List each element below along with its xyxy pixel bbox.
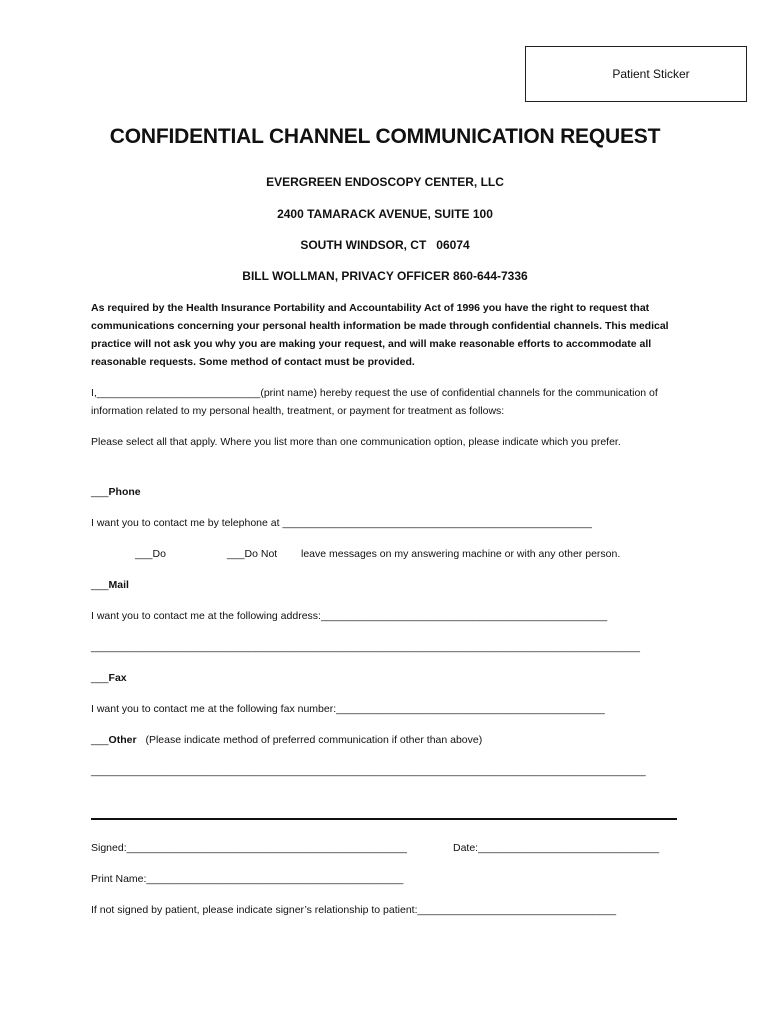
patient-sticker-label: Patient Sticker: [612, 67, 690, 81]
org-name: EVERGREEN ENDOSCOPY CENTER, LLC: [266, 175, 504, 189]
phone-do-not-option[interactable]: ___Do Not: [227, 548, 278, 560]
org-address-line2: SOUTH WINDSOR, CT 06074: [300, 238, 470, 252]
date-field[interactable]: Date:_______________________________: [453, 842, 660, 854]
other-note: (Please indicate method of preferred communication if other than above): [145, 734, 483, 746]
signed-field[interactable]: Signed:________________________________________________: [91, 842, 407, 854]
patient-sticker-box: [525, 46, 747, 102]
phone-label: Phone: [108, 486, 141, 498]
phone-do-option[interactable]: ___Do: [135, 548, 166, 560]
other-option[interactable]: [91, 731, 482, 749]
mail-address-field-line2[interactable]: ______________________________________________________________________________________________: [91, 641, 640, 653]
phone-number-field[interactable]: I want you to contact me by telephone at _____________________________________________________: [91, 517, 592, 529]
fax-checkbox-blank[interactable]: ___: [91, 672, 109, 684]
mail-address-field[interactable]: I want you to contact me at the following address:_________________________________________________: [91, 610, 608, 622]
fax-option[interactable]: [91, 669, 127, 687]
phone-option[interactable]: [91, 483, 141, 501]
phone-checkbox-blank[interactable]: ___: [91, 486, 109, 498]
intro-paragraph: As required by the Health Insurance Portability and Accountability Act of 1996 you have the right to request that communications concerning your personal health information be made through confidential channels. This medical practice will not ask you why you are making your request, and will make reasonable efforts to accommodate all reasonable requests. Some method of contact must be provided.: [91, 302, 669, 368]
print-name-field[interactable]: Print Name:____________________________________________: [91, 873, 404, 885]
org-address-line1: 2400 TAMARACK AVENUE, SUITE 100: [277, 207, 493, 221]
signer-relationship-field[interactable]: If not signed by patient, please indicate signer’s relationship to patient:__________________________________: [91, 904, 617, 916]
other-label: Other: [108, 734, 137, 746]
other-checkbox-blank[interactable]: ___: [91, 734, 109, 746]
phone-messages-text: leave messages on my answering machine or with any other person.: [301, 548, 621, 560]
mail-checkbox-blank[interactable]: ___: [91, 579, 109, 591]
mail-label: Mail: [108, 579, 129, 591]
other-method-field[interactable]: _______________________________________________________________________________________________: [91, 765, 646, 777]
fax-label: Fax: [108, 672, 127, 684]
privacy-officer: BILL WOLLMAN, PRIVACY OFFICER 860-644-7336: [242, 269, 528, 283]
fax-number-field[interactable]: I want you to contact me at the following fax number:______________________________________________: [91, 703, 605, 715]
section-divider: [91, 818, 677, 820]
mail-option[interactable]: [91, 576, 129, 594]
select-instructions: Please select all that apply. Where you list more than one communication option, please indicate which you prefer.: [91, 436, 621, 448]
request-statement[interactable]: I,____________________________(print name) hereby request the use of confidential channels for the communication of information related to my personal health, treatment, or payment for treatment as follows:: [91, 387, 658, 417]
page-title: CONFIDENTIAL CHANNEL COMMUNICATION REQUEST: [109, 125, 661, 148]
